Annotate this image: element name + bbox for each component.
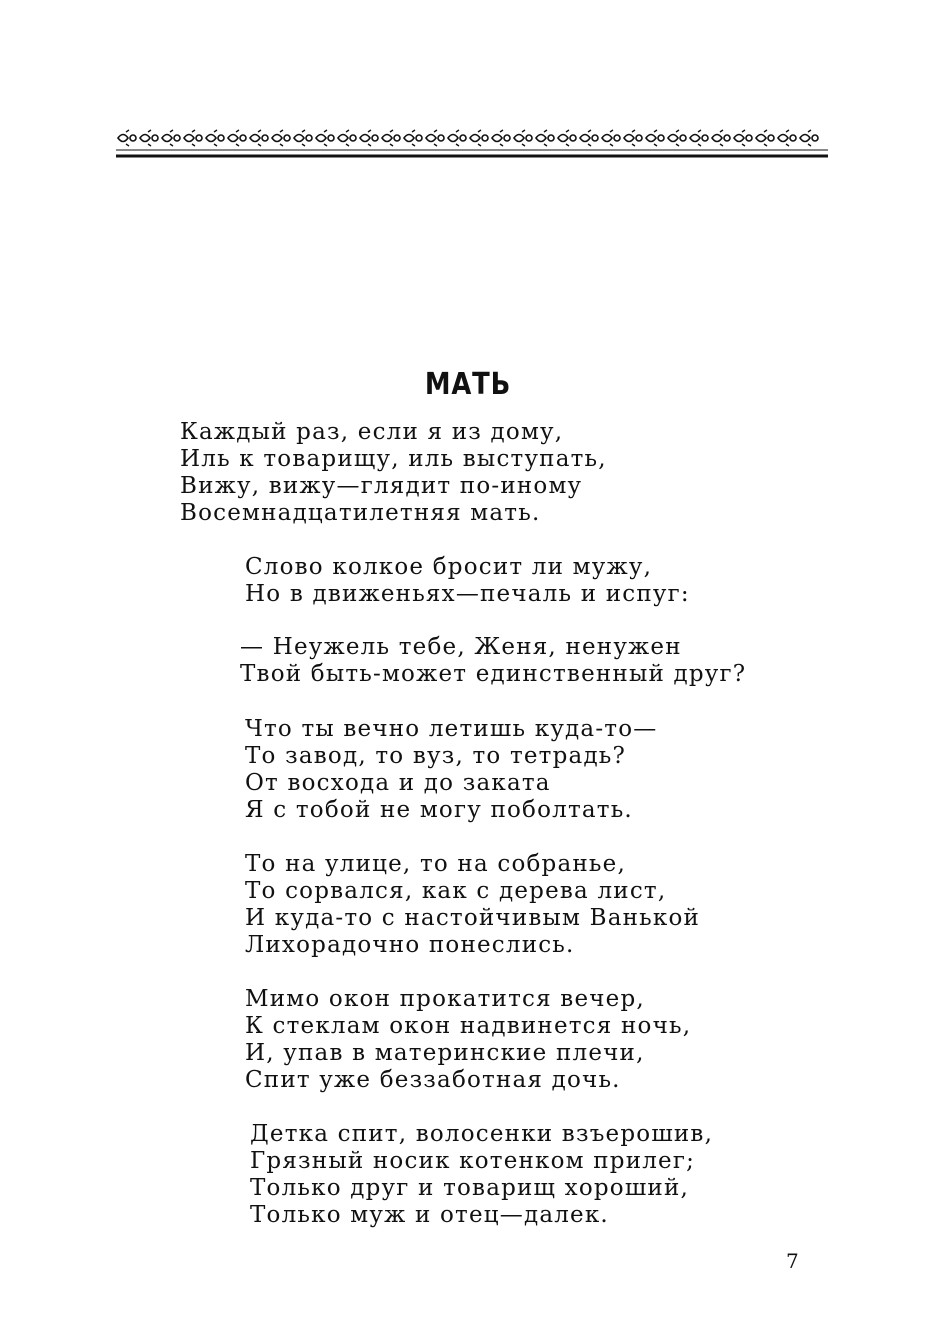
poem-line: К стеклам окон надвинется ночь, — [245, 1013, 692, 1039]
page-number: 7 — [786, 1249, 799, 1273]
ornament-motif — [162, 130, 180, 146]
ornament-motif — [250, 130, 268, 146]
poem-line: Грязный носик котенком прилег; — [250, 1148, 696, 1174]
ornament-motif — [778, 130, 796, 146]
poem-line: И куда-то с настойчивым Ванькой — [245, 905, 701, 931]
ornament-motif — [228, 130, 246, 146]
poem-line: Слово колкое бросит ли мужу, — [245, 554, 653, 580]
poem-line: Лихорадочно понеслись. — [245, 932, 575, 958]
ornament-motif — [316, 130, 334, 146]
ornament-motif — [580, 130, 598, 146]
poem-line: — Неужель тебе, Женя, ненужен — [240, 634, 682, 660]
ornament-motif — [800, 130, 818, 146]
poem-line: Вижу, вижу—глядит по-иному — [180, 473, 583, 499]
ornament-motif — [558, 130, 576, 146]
poem-title: МАТЬ — [424, 367, 512, 403]
ornament-motif — [448, 130, 466, 146]
poem-line: Только друг и товарищ хороший, — [250, 1175, 689, 1201]
ornament-motif — [514, 130, 532, 146]
poem-line: То сорвался, как с дерева лист, — [245, 878, 667, 904]
ornament-motif — [470, 130, 488, 146]
ornament-motif — [140, 130, 158, 146]
poem-line: Я с тобой не могу поболтать. — [245, 797, 633, 823]
ornament-motif — [690, 130, 708, 146]
ornament-motif — [756, 130, 774, 146]
ornament-motif — [492, 130, 510, 146]
ornament-motif — [536, 130, 554, 146]
ornament-motif — [118, 130, 136, 146]
stanza — [240, 634, 746, 688]
ornament-motif — [382, 130, 400, 146]
poem-line: Что ты вечно летишь куда-то— — [245, 716, 658, 742]
ornament-motif — [272, 130, 290, 146]
poem-line: Детка спит, волосенки взъерошив, — [250, 1121, 714, 1147]
ornament-motif — [206, 130, 224, 146]
poem-line: То на улице, то на собранье, — [245, 851, 626, 877]
poem-line: Каждый раз, если я из дому, — [180, 419, 564, 445]
ornament-motif — [734, 130, 752, 146]
stanza — [245, 554, 690, 608]
poem-line: Но в движеньях—печаль и испуг: — [245, 581, 690, 607]
ornament-motif — [668, 130, 686, 146]
poem-line: От восхода и до заката — [245, 770, 551, 796]
ornament-motif — [602, 130, 620, 146]
ornament-motif — [360, 130, 378, 146]
ornament-motif — [184, 130, 202, 146]
stanza — [245, 986, 691, 1094]
poem-line: Восемнадцатилетняя мать. — [180, 500, 541, 526]
stanza — [245, 851, 700, 959]
stanza — [245, 716, 657, 824]
ornament-motif — [338, 130, 356, 146]
ornament-motif — [712, 130, 730, 146]
stanza — [180, 419, 607, 527]
ornament-motif — [294, 130, 312, 146]
decorative-header-band — [116, 128, 828, 162]
stanza — [250, 1121, 713, 1229]
ornament-motif — [624, 130, 642, 146]
ornament-border-icon — [116, 128, 828, 162]
ornament-motif — [426, 130, 444, 146]
poem-line: Спит уже беззаботная дочь. — [245, 1067, 621, 1093]
ornament-motif — [404, 130, 422, 146]
poem-line: Иль к товарищу, иль выступать, — [180, 446, 607, 472]
poem-line: Твой быть-может единственный друг? — [240, 661, 747, 687]
poem-line: То завод, то вуз, то тетрадь? — [245, 743, 627, 769]
poem-line: И, упав в материнские плечи, — [245, 1040, 645, 1066]
poem-line: Мимо окон прокатится вечер, — [245, 986, 645, 1012]
poem-line: Только муж и отец—далек. — [250, 1202, 609, 1228]
ornament-motif — [646, 130, 664, 146]
